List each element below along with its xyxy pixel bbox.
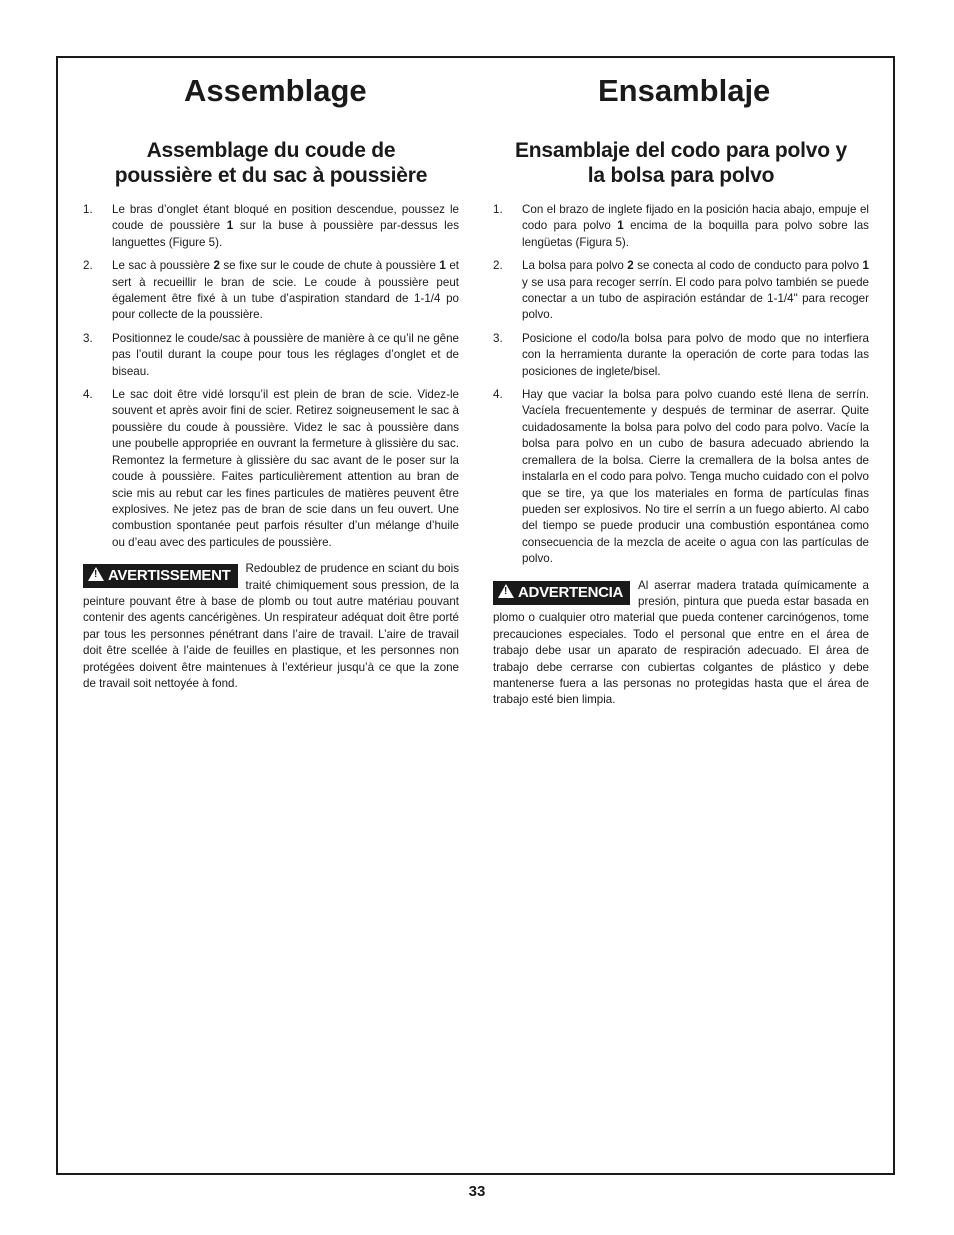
step-number: 4. [83,388,93,402]
french-section-heading-line1: Assemblage du coude de [146,139,396,162]
part-reference: 1 [862,259,869,273]
step-text: et sert à recueillir le bran de scie. Le coude à poussière peut également être fixé à un tube d’aspiration standard de 1-1/4 po pour collecte de la poussière. [112,259,459,322]
french-column [83,74,459,692]
french-step-2 [83,258,459,324]
step-text: Le sac doit être vidé lorsqu’il est plein de bran de scie. Videz-le souvent et après avoir fini de scier. Retirez soigneusement le sac à poussière du coude à poussière. Videz le sac à poussière dans une poubelle appropriée en ouvrant la fermeture à glissière du sac. Remontez la fermeture à glissière du sac avant de le poser sur la coude à poussière. Faites particulièrement attention au bran de scie mis au rebut car les fines particules de matières peuvent être explosives. Ne jetez pas de bran de scie dans un feu ouvert. Une combustion spontanée peut parfois résulter d’un mélange d’huile ou d’eau avec des particules de poussière. [112,388,459,549]
warning-badge [83,564,238,588]
warning-label: AVERTISSEMENT [108,567,231,585]
page-number: 33 [468,1183,486,1200]
warning-text: Redoublez de prudence en sciant du bois traité chimiquement sous pression, de la peinture pouvant être à base de plomb ou tout autre matériau pouvant contenir des agents cancérigènes. Un respirateur adéquat doit être porté par tous les personnes pénétrant dans l’aire de travail. L’aire de travail doit être scellée à l’aide de feuilles en plastique, et les personnes non protégées doivent être maintenues à l’extérieur jusqu’à ce que la zone de travail soit nettoyée à fond. [83,562,459,690]
part-reference: 1 [439,259,446,273]
spanish-section-heading-line2: la bolsa para polvo [587,164,775,187]
step-text: La bolsa para polvo [522,259,628,273]
french-step-1 [83,202,459,251]
part-reference: 2 [213,259,220,273]
step-text: y se usa para recoger serrín. El codo para polvo también se puede conectar a un tubo de aspiración estándar de 1-1/4" para recoger polvo. [522,275,869,322]
step-number: 2. [493,259,503,273]
spanish-title: Ensamblaje [598,73,771,108]
step-number: 2. [83,259,93,273]
step-number: 4. [493,388,503,402]
warning-text: Al aserrar madera tratada químicamente a presión, pintura que pueda estar basada en plomo o cualquier otro material que pueda contener carcinógenos, tome precauciones especiales. Todo el personal que entre en el área de trabajo debe usar un aparato de respiración adecuado. El área de trabajo debe cerrarse con cubiertas colgantes de plástico y debe mantenerse fuera a las personas no protegidas hasta que el área de trabajo esté bien limpia. [493,578,869,707]
step-text: Le bras d’onglet étant bloqué en position descendue, poussez le coude de poussière [112,203,459,233]
french-steps-list [83,202,459,551]
step-text: se conecta al codo de conducto para polvo [633,259,863,273]
step-number: 1. [493,203,503,216]
spanish-steps-list [493,202,869,568]
warning-triangle-icon [498,584,514,598]
part-reference: 1 [226,219,234,233]
spanish-step-4 [493,387,869,567]
spanish-step-3 [493,331,869,380]
spanish-section-heading [493,138,869,188]
step-text: Posicione el codo/la bolsa para polvo de modo que no interfiera con la herramienta durante la operación de corte para todas las posiciones de inglete/bisel. [522,331,869,378]
step-text: Positionnez le coude/sac à poussière de manière à ce qu’il ne gêne pas l’outil durant la coupe pour tous les réglages d’onglet et de biseau. [112,331,459,378]
step-text: Con el brazo de inglete fijado en la posición hacia abajo, empuje el codo para polvo [522,203,869,233]
french-warning-block [83,561,459,692]
step-text: Le sac à poussière [112,259,214,273]
spanish-column [493,74,869,709]
step-text: sur la buse à poussière par-dessus les languettes (Figure 5). [112,219,459,249]
french-section-heading-line2: poussière et du sac à poussière [114,164,428,187]
french-title: Assemblage [184,73,367,108]
spanish-step-2 [493,258,869,324]
spanish-section-heading-line1: Ensamblaje del codo para polvo y [514,139,848,162]
french-step-4 [83,387,459,551]
french-step-3 [83,331,459,380]
step-text: se fixe sur le coude de chute à poussière [219,259,440,273]
step-number: 1. [83,203,93,216]
warning-badge [493,581,630,605]
step-text: Hay que vaciar la bolsa para polvo cuando esté llena de serrín. Vacíela frecuentemente y después de terminar de aserrar. Quite cuidadosamente la bolsa para polvo del codo para polvo. Vacíe la bolsa para polvo en un cubo de basura adecuado abriendo la cremallera de la bolsa. Cierre la cremallera de la bolsa antes de instalarla en el codo para polvo. Tenga mucho cuidado con el polvo que se tire, ya que los materiales en forma de partículas finas pueden ser explosivos. No tire el serrín a un fuego abierto. Al cabo del tiempo se puede producir una combustión espontánea como consecuencia de la mezcla de aceite o agua con las partículas de polvo. [522,388,869,566]
french-section-heading [83,138,459,188]
spanish-warning-block [493,578,869,709]
spanish-step-1 [493,202,869,251]
step-number: 3. [83,331,93,345]
step-number: 3. [493,331,503,345]
warning-label: ADVERTENCIA [518,583,624,601]
part-reference: 2 [627,259,634,273]
warning-triangle-icon [88,567,104,581]
step-text: encima de la boquilla para polvo sobre las lengüetas (Figura 5). [522,219,869,249]
part-reference: 1 [617,219,624,233]
